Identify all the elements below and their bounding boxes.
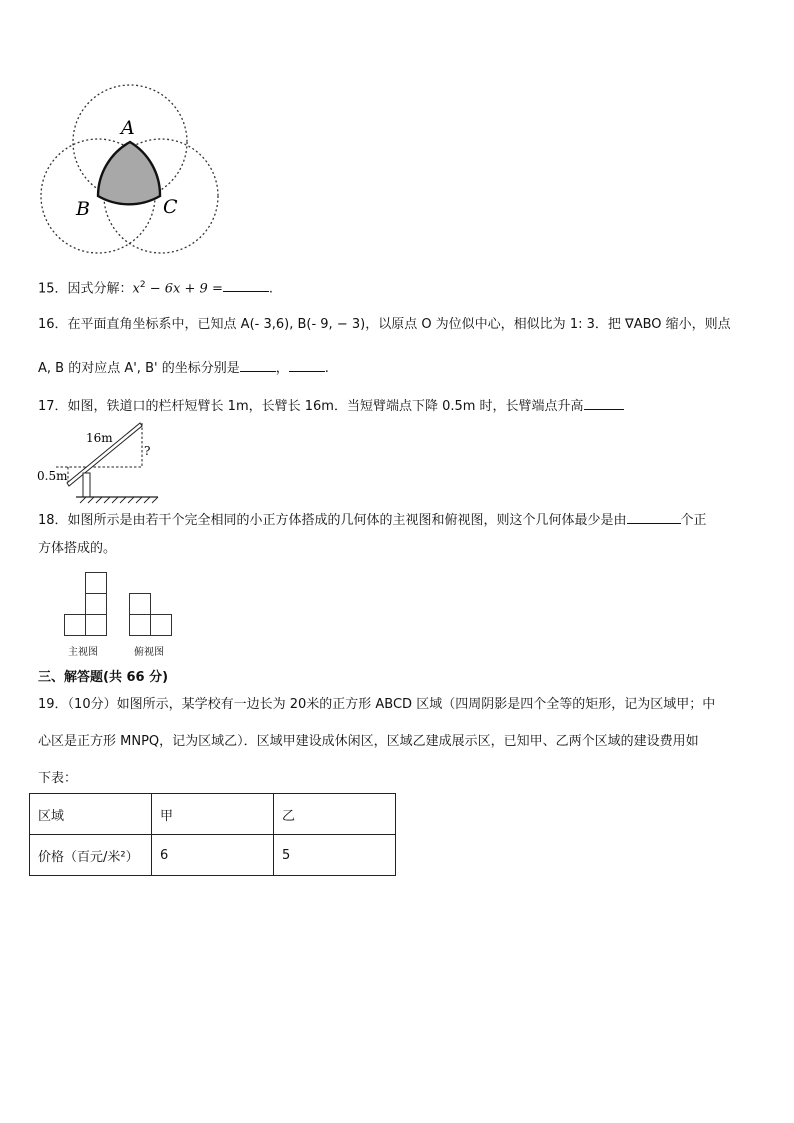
q18-line1-pre: 18．如图所示是由若干个完全相同的小正方体搭成的几何体的主视图和俯视图，则这个几何体最少是由 [38,513,627,528]
q16-sep: ， [275,361,289,376]
height-question-label: ? [144,444,151,458]
label-b: B [76,198,90,220]
q15-expr-pow: 2 [139,280,146,290]
table-header-cell: 区域 [30,794,152,835]
top-view-caption: 俯视图 [134,647,164,658]
question-19-line-2: 心区是正方形 MNPQ，记为区域乙）．区域甲建设成休闲区，区域乙建成展示区，已知甲、乙两个区域的建设费用如 [38,734,699,749]
q16-end: . [324,361,329,376]
question-17 [38,396,624,416]
q15-answer-blank[interactable] [223,278,269,292]
label-a: A [121,117,135,139]
q17-text: 17．如图，铁道口的栏杆短臂长 1m，长臂长 16m．当短臂端点下降 0.5m 时，长臂端点升高 [38,399,584,414]
question-16-line-2 [38,358,329,378]
q15-text: 15．因式分解： [38,281,133,297]
q16-answer-blank-1[interactable] [240,358,276,372]
table-cell: 6 [152,835,274,876]
price-table [29,793,396,876]
long-arm-label: 16m [86,431,113,445]
question-16-line-1: 16．在平面直角坐标系中，已知点 A(- 3,6), B(- 9, − 3)，以原点 O 为位似中心，相似比为 1: 3．把 ∇ABO 缩小，则点 [38,317,731,332]
table-cell: 5 [274,835,396,876]
q15-expr-x: x [132,281,140,297]
q15-end: . [268,281,273,297]
front-view-figure [64,572,108,638]
q16-answer-blank-2[interactable] [289,358,325,372]
front-view-caption: 主视图 [68,647,98,658]
railway-barrier-figure [34,415,164,507]
q18-answer-blank[interactable] [627,510,681,524]
short-arm-label: 0.5m [37,469,68,483]
table-cell: 价格（百元/米²） [30,835,152,876]
q16-line2-pre: A, B 的对应点 A', B' 的坐标分别是 [38,361,240,376]
top-view-figure [129,593,173,637]
shaded-reuleaux-region [98,142,160,204]
question-19-line-1: 19．（10分）如图所示，某学校有一边长为 20米的正方形 ABCD 区域（四周阴影是四个全等的矩形，记为区域甲；中 [38,697,716,712]
q17-answer-blank[interactable] [584,396,624,410]
barrier-post [83,473,90,497]
question-15 [38,276,273,298]
ground-hatching [80,497,158,503]
question-18-line-1 [38,510,707,530]
table-header-cell: 甲 [152,794,274,835]
table-row [30,794,396,835]
table-row [30,835,396,876]
q15-expr-rest: − 6x + 9 = [145,281,223,297]
reuleaux-triangle-figure [36,82,226,260]
section-3-title: 三、解答题(共 66 分) [38,670,169,685]
table-header-cell: 乙 [274,794,396,835]
question-18-line-2: 方体搭成的。 [38,541,117,556]
question-19-line-3: 下表： [38,771,78,786]
q18-line1-post: 个正 [680,513,707,528]
label-c: C [163,196,178,218]
